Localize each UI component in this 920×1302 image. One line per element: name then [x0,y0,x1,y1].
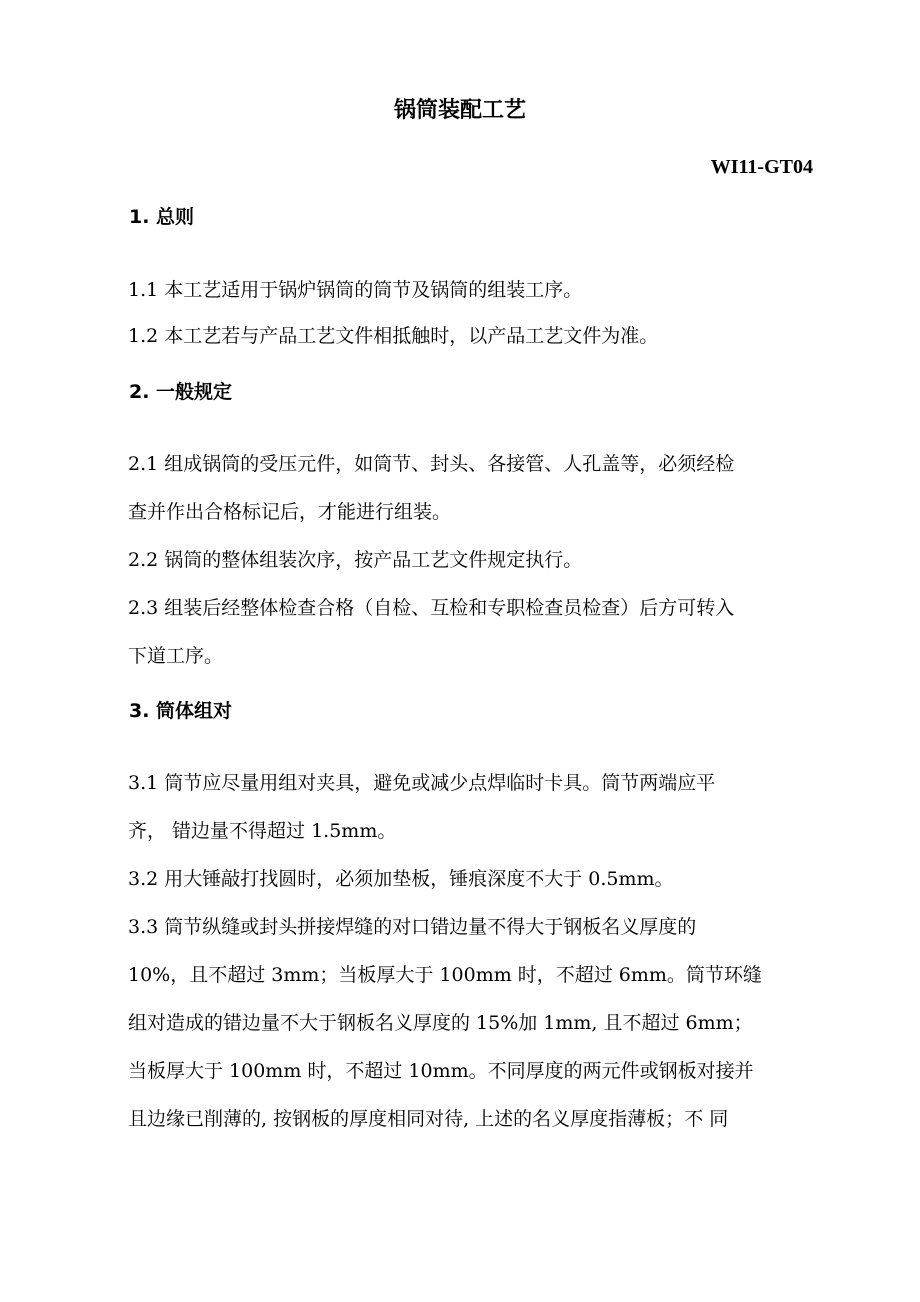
paragraph-line: 齐， 错边量不得超过 1.5mm。 [128,820,397,842]
paragraph-line: 2.3 组装后经整体检查合格（自检、互检和专职检查员检查）后方可转入 [128,597,735,619]
paragraph-3-3 [128,903,818,1143]
paragraph-line: 当板厚大于 100mm 时，不超过 10mm。不同厚度的两元件或钢板对接并 [128,1060,754,1082]
paragraph-2-2 [128,536,818,584]
paragraph-line: 下道工序。 [128,645,224,667]
paragraph-line: 组对造成的错边量不大于钢板名义厚度的 15%加 1mm, 且不超过 6mm； [128,1012,753,1034]
paragraph-line: 3.1 筒节应尽量用组对夹具，避免或减少点焊临时卡具。筒节两端应平 [128,772,716,794]
paragraph-1-2 [128,312,818,360]
paragraph-2-3 [128,584,818,680]
paragraph-line: 3.3 筒节纵缝或封头拼接焊缝的对口错边量不得大于钢板名义厚度的 [128,916,697,938]
paragraph-line: 10%，且不超过 3mm；当板厚大于 100mm 时，不超过 6mm。筒节环缝 [128,964,762,986]
document-number: WI11-GT04 [710,156,813,178]
paragraph-3-1 [128,759,818,855]
paragraph-line: 2.1 组成锅筒的受压元件，如筒节、封头、各接管、人孔盖等，必须经检 [128,453,735,475]
document-title: 锅筒装配工艺 [393,98,526,123]
paragraph-line: 且边缘已削薄的, 按钢板的厚度相同对待, 上述的名义厚度指薄板；不 同 [128,1108,729,1130]
paragraph-line: 查并作出合格标记后，才能进行组装。 [128,501,452,523]
paragraph-3-2 [128,855,818,903]
paragraph-line: 3.2 用大锤敲打找圆时，必须加垫板，锤痕深度不大于 0.5mm。 [128,868,674,890]
paragraph-line: 1.2 本工艺若与产品工艺文件相抵触时，以产品工艺文件为准。 [128,325,659,347]
paragraph-2-1 [128,440,818,536]
section-heading-1: 1. 总则 [129,206,195,228]
section-heading-3: 3. 筒体组对 [129,700,233,722]
paragraph-1-1 [128,266,818,314]
section-heading-2: 2. 一般规定 [129,381,233,403]
paragraph-line: 1.1 本工艺适用于锅炉锅筒的筒节及锅筒的组装工序。 [128,279,583,301]
paragraph-line: 2.2 锅筒的整体组装次序，按产品工艺文件规定执行。 [128,549,583,571]
